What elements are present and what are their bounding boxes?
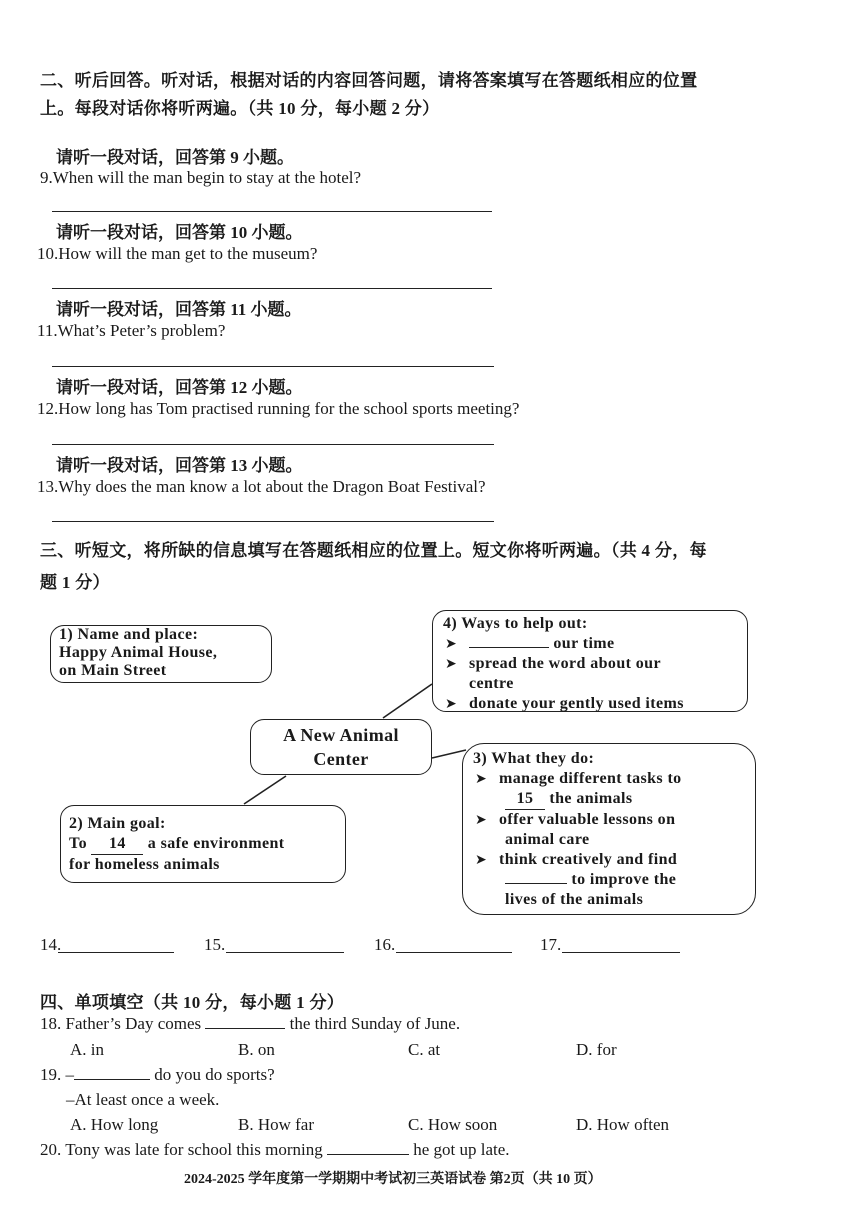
section-3-title-line2: 题 1 分） [40,573,110,592]
q12-answer-line[interactable] [52,444,494,445]
box4-bullet2-line2: centre [469,675,514,692]
q9-answer-line[interactable] [52,211,492,212]
mindmap-box-main-goal [60,805,346,883]
q20-stem [40,1140,510,1160]
q20-pre: 20. Tony was late for school this morning [40,1140,327,1159]
answer-16-line[interactable] [396,952,512,953]
q18-stem [40,1014,460,1034]
q18-post: the third Sunday of June. [285,1014,461,1033]
box3-bullet1-post: the animals [545,790,633,807]
box2-heading: 2) Main goal: [69,815,166,832]
q19-option-b[interactable]: B. How far [238,1115,315,1134]
center-line1: A New Animal [283,725,399,745]
q19-option-c[interactable]: C. How soon [408,1115,498,1134]
box2-line1-post: a safe environment [143,835,285,852]
box3-bullet3-line3: lives of the animals [505,891,644,908]
blank-16[interactable] [505,883,567,884]
section-4-title: 四、单项填空（共 10 分，每小题 1 分） [40,993,345,1012]
q19-stem [40,1065,275,1085]
section-3-title-line1: 三、听短文，将所缺的信息填写在答题纸相应的位置上。短文你将听两遍。（共 4 分，每 [40,541,707,560]
section-2-title-line2: 上。每段对话你将听两遍。（共 10 分，每小题 2 分） [40,99,440,118]
q12-intro: 请听一段对话，回答第 12 小题。 [56,378,303,397]
box1-heading: 1) Name and place: [59,626,199,643]
box1-line2: on Main Street [59,662,167,679]
q11-question: 11.What’s Peter’s problem? [37,321,226,340]
box4-bullet2-line1: spread the word about our [469,655,661,672]
q18-option-b[interactable]: B. on [238,1040,275,1059]
box3-bullet3-post: to improve the [567,871,677,888]
q18-blank[interactable] [205,1028,285,1029]
mindmap-box-name-place [50,625,272,683]
q19-reply: –At least once a week. [66,1090,220,1109]
box2-line1-pre: To [69,835,92,852]
q12-question: 12.How long has Tom practised running for the school sports meeting? [37,399,520,418]
answer-14-line[interactable] [58,952,174,953]
box3-heading: 3) What they do: [473,750,595,767]
q10-answer-line[interactable] [52,288,492,289]
box3-bullet3-line1: think creatively and find [499,851,678,868]
box4-bullet1: our time [553,635,615,652]
mindmap-center-box [250,719,432,775]
q11-intro: 请听一段对话，回答第 11 小题。 [56,300,302,319]
center-line2: Center [313,749,369,769]
answer-15-label: 15. [204,935,226,954]
q18-option-c[interactable]: C. at [408,1040,441,1059]
box3-bullet2-line2: animal care [505,831,590,848]
box4-bullet3: donate your gently used items [469,695,684,712]
section-2-title-line1: 二、听后回答。听对话，根据对话的内容回答问题，请将答案填写在答题纸相应的位置 [40,71,698,90]
box3-bullet2-line1: offer valuable lessons on [499,811,676,828]
box3-bullet1-line1: manage different tasks to [499,770,682,787]
box4-heading: 4) Ways to help out: [443,615,588,632]
q18-option-d[interactable]: D. for [576,1040,617,1059]
q18-pre: 18. Father’s Day comes [40,1014,206,1033]
q20-post: he got up late. [409,1140,510,1159]
q10-intro: 请听一段对话，回答第 10 小题。 [56,223,303,242]
q10-question: 10.How will the man get to the museum? [37,244,318,263]
blank-15[interactable]: 15 [505,789,545,810]
blank-14[interactable]: 14 [91,834,143,855]
mindmap-box-what-they-do [462,743,756,915]
q19-post: do you do sports? [150,1065,275,1084]
q19-option-a[interactable]: A. How long [70,1115,159,1134]
q19-pre: 19. – [40,1065,74,1084]
blank-17[interactable] [469,647,549,648]
q18-option-a[interactable]: A. in [70,1040,104,1059]
answer-17-label: 17. [540,935,562,954]
q13-question: 13.Why does the man know a lot about the Dragon Boat Festival? [37,477,486,496]
q19-option-d[interactable]: D. How often [576,1115,670,1134]
answer-15-line[interactable] [226,952,344,953]
q9-question: 9.When will the man begin to stay at the hotel? [40,168,362,187]
q11-answer-line[interactable] [52,366,494,367]
q13-answer-line[interactable] [52,521,494,522]
q13-intro: 请听一段对话，回答第 13 小题。 [56,456,303,475]
q19-blank[interactable] [74,1079,150,1080]
box2-line2: for homeless animals [69,856,220,873]
mindmap-box-ways-to-help [432,610,748,712]
answer-17-line[interactable] [562,952,680,953]
answer-16-label: 16. [374,935,396,954]
page-footer: 2024-2025 学年度第一学期期中考试初三英语试卷 第2页（共 10 页） [184,1172,602,1187]
q9-intro: 请听一段对话，回答第 9 小题。 [56,148,294,167]
answer-14-label: 14. [40,935,62,954]
q20-blank[interactable] [327,1154,409,1155]
box1-line1: Happy Animal House, [59,644,218,661]
